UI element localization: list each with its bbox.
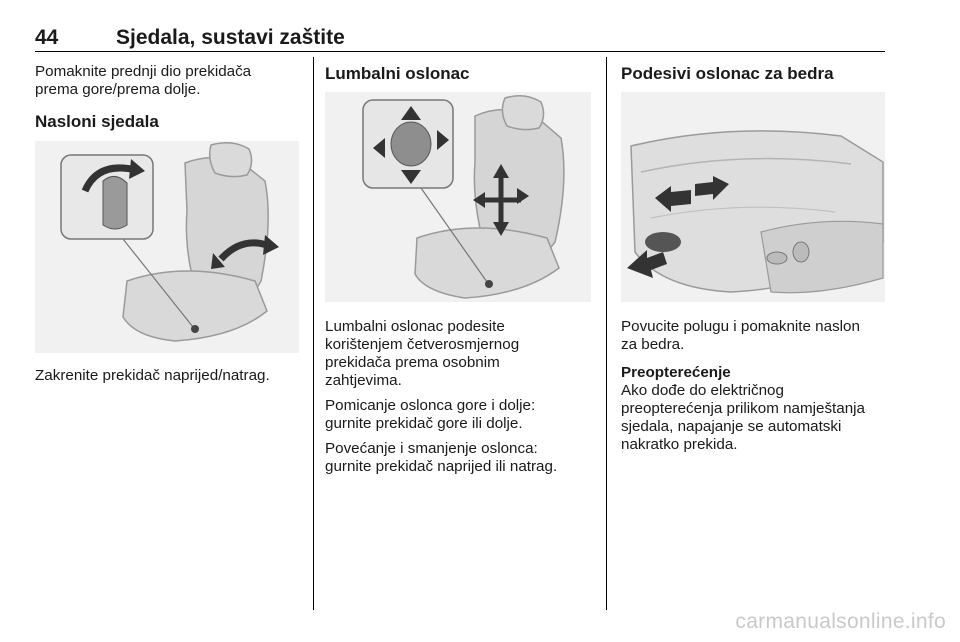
overload-paragraph-line: preopterećenja prilikom namještanja bbox=[621, 400, 865, 417]
page-title: Sjedala, sustavi zaštite bbox=[116, 26, 345, 49]
column-1 bbox=[35, 63, 303, 385]
page-header bbox=[35, 26, 885, 52]
intro-text-line: prema gore/prema dolje. bbox=[35, 81, 201, 98]
overload-heading: Preopterećenje bbox=[621, 364, 731, 381]
overload-paragraph-line: Ako dođe do električnog bbox=[621, 382, 784, 399]
backrest-illustration bbox=[35, 141, 299, 353]
lumbar-paragraph-1-line: zahtjevima. bbox=[325, 372, 402, 389]
backrest-caption: Zakrenite prekidač naprijed/natrag. bbox=[35, 367, 270, 384]
lumbar-paragraph-1-line: prekidača prema osobnim bbox=[325, 354, 500, 371]
thigh-paragraph-1-line: Povucite polugu i pomaknite naslon bbox=[621, 318, 860, 335]
watermark: carmanualsonline.info bbox=[735, 610, 946, 633]
section-heading-lumbar: Lumbalni oslonac bbox=[325, 64, 470, 83]
lumbar-paragraph-1-line: korištenjem četverosmjernog bbox=[325, 336, 520, 353]
lumbar-support-illustration bbox=[325, 92, 591, 302]
column-divider bbox=[606, 57, 607, 610]
overload-paragraph-line: nakratko prekida. bbox=[621, 436, 738, 453]
page-number: 44 bbox=[35, 26, 59, 49]
column-2 bbox=[325, 63, 593, 476]
section-heading-backrest: Nasloni sjedala bbox=[35, 112, 159, 131]
column-3 bbox=[621, 63, 887, 454]
thigh-paragraph-1-line: za bedra. bbox=[621, 336, 685, 353]
column-divider bbox=[313, 57, 314, 610]
lumbar-paragraph-3-line: Povećanje i smanjenje oslonca: bbox=[325, 440, 538, 457]
lumbar-paragraph-3-line: gurnite prekidač naprijed ili natrag. bbox=[325, 458, 558, 475]
lumbar-paragraph-2-line: Pomicanje oslonca gore i dolje: bbox=[325, 397, 536, 414]
intro-text-line: Pomaknite prednji dio prekidača bbox=[35, 63, 252, 80]
lumbar-paragraph-2-line: gurnite prekidač gore ili dolje. bbox=[325, 415, 523, 432]
thigh-support-illustration bbox=[621, 92, 885, 302]
section-heading-thigh-support: Podesivi oslonac za bedra bbox=[621, 64, 834, 83]
overload-paragraph-line: sjedala, napajanje se automatski bbox=[621, 418, 842, 435]
lumbar-paragraph-1-line: Lumbalni oslonac podesite bbox=[325, 318, 505, 335]
